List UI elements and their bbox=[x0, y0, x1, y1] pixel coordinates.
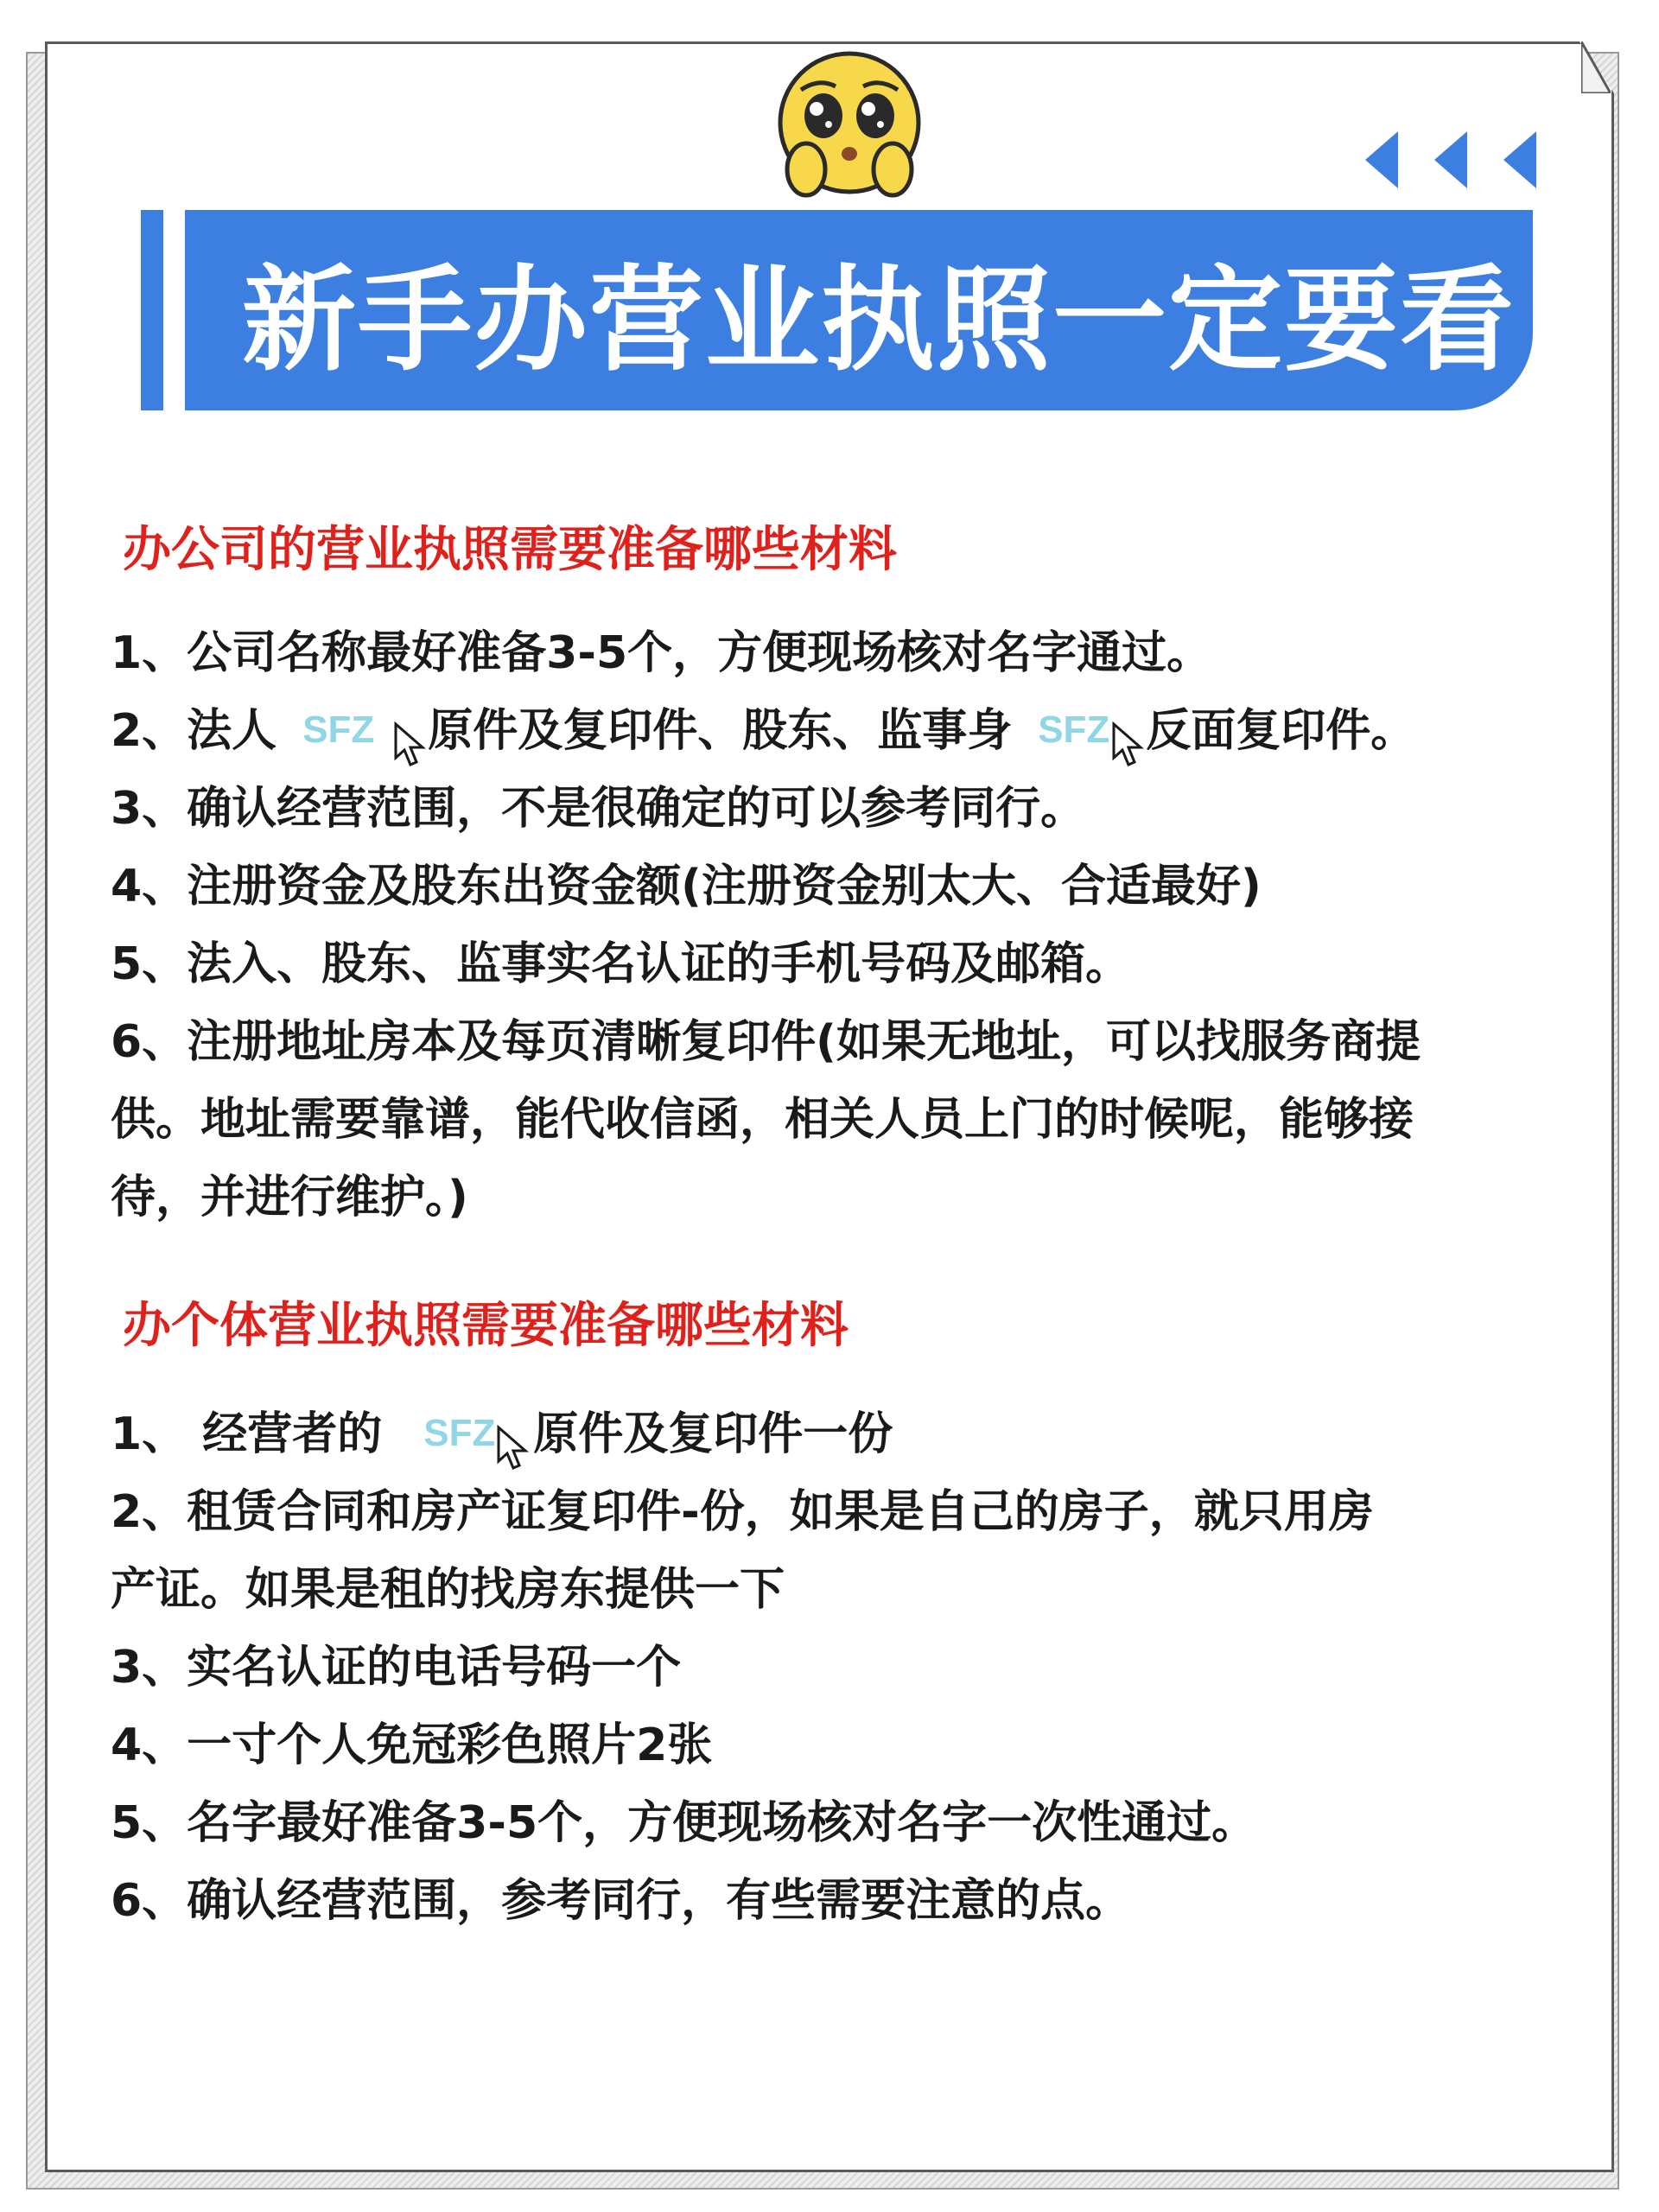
individual-item-2-line-2: 产证。如果是租的找房东提供一下 bbox=[111, 1564, 785, 1616]
company-item-4: 4、注册资金及股东出资金额(注册资金别太大、合适最好) bbox=[111, 861, 1262, 912]
title-banner bbox=[185, 210, 1533, 410]
individual-item-3: 3、实名认证的电话号码一个 bbox=[111, 1642, 682, 1694]
company-item-6-line-2: 供。地址需要靠谱，能代收信函，相关人员上门的时候呢，能够接 bbox=[111, 1094, 1414, 1146]
mouse-pointer-icon bbox=[496, 1425, 531, 1473]
company-item-6-line-1: 6、注册地址房本及每页清晰复印件(如果无地址，可以找服务商提 bbox=[111, 1016, 1421, 1068]
individual-item-1-prefix: 1、 经营者的 bbox=[111, 1408, 383, 1460]
individual-item-2-line-1: 2、租赁合同和房产证复印件-份，如果是自己的房子，就只用房 bbox=[111, 1486, 1374, 1538]
redaction-label: SFZ bbox=[423, 1412, 496, 1454]
company-item-6-line-3: 待，并进行维护。) bbox=[111, 1172, 468, 1224]
mouse-pointer-icon bbox=[1111, 721, 1146, 770]
pleading-face-icon bbox=[772, 48, 927, 204]
individual-item-1 bbox=[111, 1407, 893, 1465]
company-section-heading: 办公司的营业执照需要准备哪些材料 bbox=[123, 522, 897, 578]
page-title: 新手办营业执照一定要看 bbox=[242, 254, 1516, 387]
triple-left-arrow-icon bbox=[1365, 131, 1547, 188]
individual-section-heading: 办个体营业执照需要准备哪些材料 bbox=[123, 1298, 849, 1354]
individual-item-1-suffix: 原件及复印件一份 bbox=[533, 1408, 893, 1460]
redaction-label: SFZ bbox=[302, 709, 375, 751]
individual-item-4: 4、一寸个人免冠彩色照片2张 bbox=[111, 1719, 713, 1771]
page-fold-corner bbox=[1581, 41, 1611, 93]
redacted-mask bbox=[1012, 706, 1146, 761]
banner-accent-bar bbox=[141, 210, 163, 410]
company-item-2-suffix: 反面复印件。 bbox=[1146, 705, 1416, 757]
mouse-pointer-icon bbox=[393, 721, 428, 770]
individual-item-6: 6、确认经营范围，参考同行，有些需要注意的点。 bbox=[111, 1875, 1131, 1927]
company-item-2-mid: 原件及复印件、股东、监事身 bbox=[428, 705, 1013, 757]
redacted-mask bbox=[276, 706, 428, 761]
redacted-mask bbox=[382, 1409, 533, 1465]
company-item-2 bbox=[111, 703, 1415, 761]
redaction-label: SFZ bbox=[1038, 709, 1110, 751]
company-item-2-prefix: 2、法人 bbox=[111, 705, 277, 757]
company-item-1: 1、公司名称最好准备3-5个，方便现场核对名字通过。 bbox=[111, 627, 1212, 679]
individual-item-5: 5、名字最好准备3-5个，方便现场核对名字一次性通过。 bbox=[111, 1797, 1257, 1849]
company-item-5: 5、法入、股东、监事实名认证的手机号码及邮箱。 bbox=[111, 938, 1131, 990]
company-item-3: 3、确认经营范围，不是很确定的可以参考同行。 bbox=[111, 783, 1086, 835]
